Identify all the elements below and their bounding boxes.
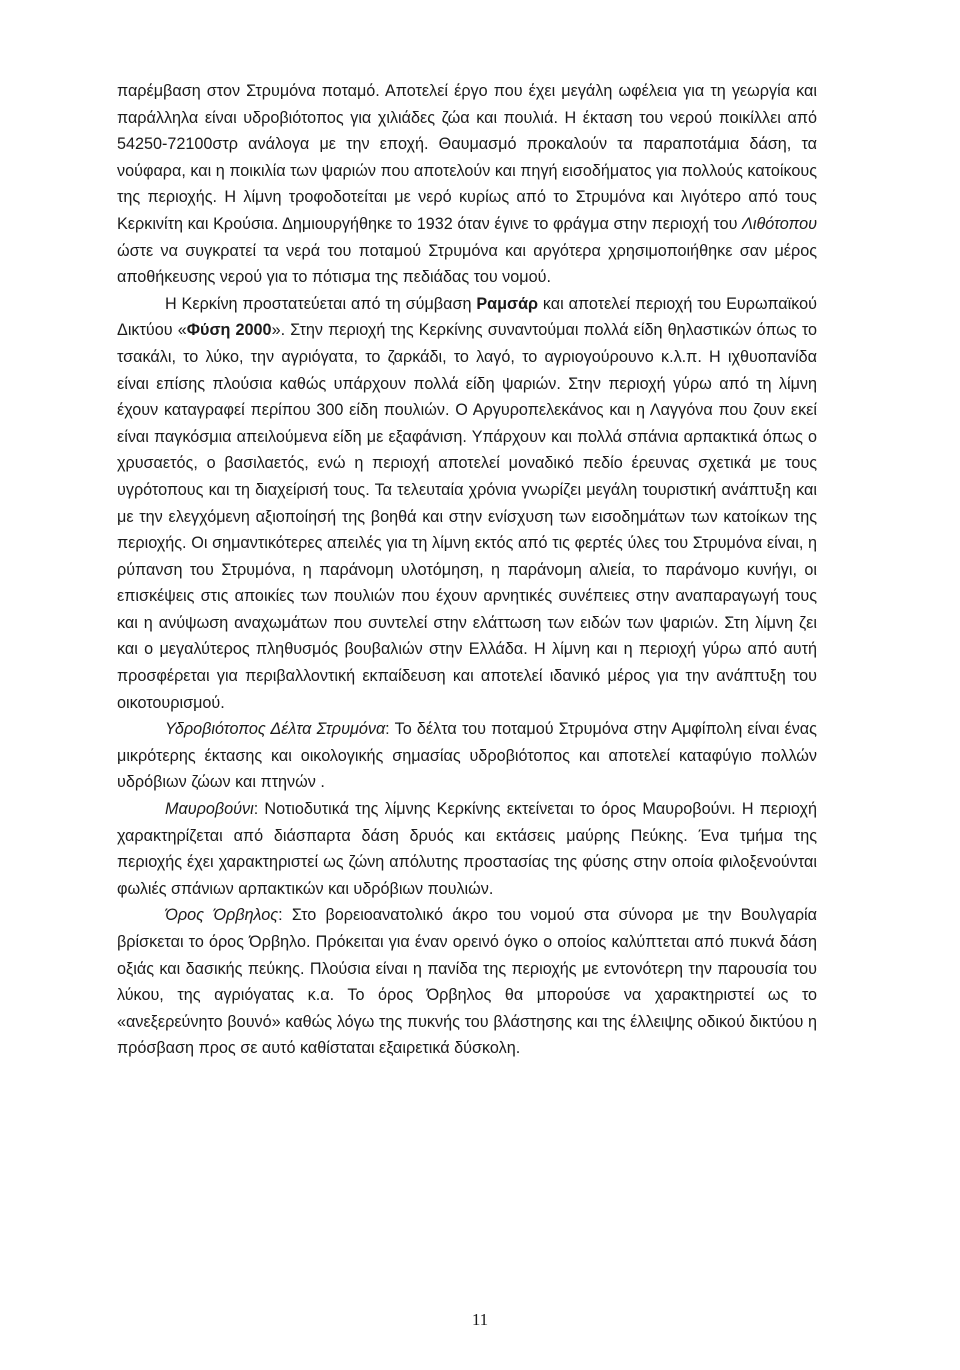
- document-body: [117, 78, 817, 1062]
- paragraph-lead: Μαυροβούνι: [165, 800, 254, 819]
- bold-term-natura: Φύση 2000: [186, 321, 272, 340]
- paragraph-text: ώστε να συγκρατεί τα νερά του ποταμού Στρυμόνα και αργότερα χρησιμοποιήθηκε σαν μέρος αποθήκευσης νερού για το πότισμα της πεδιάδας του νομού.: [117, 241, 817, 287]
- paragraph-mavrovouni: [117, 796, 817, 902]
- paragraph-kerkini-protection: [117, 291, 817, 717]
- paragraph-text: : Νοτιοδυτικά της λίμνης Κερκίνης εκτείνεται το όρος Μαυροβούνι. Η περιοχή χαρακτηρίζεται από διάσπαρτα δάση δρυός και εκτάσεις μαύρης Πεύκης. Ένα τμήμα της περιοχής έχει χαρακτηριστεί ως ζώνη απόλυτης προστασίας της φύσης στην οποία φιλοξενούνται φωλιές σπάνιων αρπακτικών και υδρόβιων πουλιών.: [117, 800, 817, 898]
- paragraph-lead: Όρος Όρβηλος: [165, 906, 279, 925]
- paragraph-strymonas-delta: [117, 716, 817, 796]
- paragraph-orvilos: [117, 902, 817, 1062]
- paragraph-text: και αποτελεί περιοχή του Ευρωπαϊκού Δικτύου «: [117, 294, 817, 340]
- page-number: 11: [471, 1310, 489, 1329]
- italic-term: Λιθότοπου: [742, 214, 817, 233]
- paragraph-text: : Το δέλτα του ποταμού Στρυμόνα στην Αμφίπολη είναι ένας μικρότερης έκτασης και οικολογικής σημασίας υδροβιότοπος και αποτελεί καταφύγιο πολλών υδρόβιων ζώων και πτηνών .: [117, 720, 817, 792]
- paragraph-kerkini-lake: [117, 78, 817, 291]
- bold-term-ramsar: Ραμσάρ: [476, 294, 539, 313]
- paragraph-text: Η Κερκίνη προστατεύεται από τη σύμβαση: [165, 294, 477, 313]
- paragraph-text: παρέμβαση στον Στρυμόνα ποταμό. Αποτελεί έργο που έχει μεγάλη ωφέλεια για τη γεωργία και παράλληλα είναι υδροβιότοπος για χιλιάδες ζώα και πουλιά. Η έκταση του νερού ποικίλλει από 54250-72100στρ ανάλογα με την εποχή. Θαυμασμό προκαλούν τα παραποτάμια δάση, τα νούφαρα, και η ποικιλία των ψαριών που αποτελούν και πηγή εισοδήματος για πολλούς κατοίκους της περιοχής. Η λίμνη τροφοδοτείται με νερό κυρίως από το Στρυμόνα και λιγότερο από τους Κερκινίτη και Κρούσια. Δημιουργήθηκε το 1932 όταν έγινε το φράγμα στην περιοχή του: [117, 82, 817, 233]
- paragraph-text: : Στο βορειοανατολικό άκρο του νομού στα σύνορα με την Βουλγαρία βρίσκεται το όρος Όρβηλο. Πρόκειται για έναν ορεινό όγκο ο οποίος καλύπτεται από πυκνά δάση οξιάς και δασικής πεύκης. Πλούσια είναι η πανίδα της περιοχής με εντονότερη την παρουσία του λύκου, της αγριόγατας κ.α. Το όρος Όρβηλος θα μπορούσε να χαρακτηριστεί ως το «ανεξερεύνητο βουνό» καθώς λόγω της πυκνής του βλάστησης και της έλλειψης οδικού δικτύου η πρόσβαση προς σε αυτό καθίσταται εξαιρετικά δύσκολη.: [117, 906, 818, 1058]
- paragraph-text: ». Στην περιοχή της Κερκίνης συναντούμαι πολλά είδη θηλαστικών όπως το τσακάλι, το λύκο, την αγριόγατα, το ζαρκάδι, το λαγό, το αγριογούρουνο κ.λ.π. Η ιχθυοπανίδα είναι επίσης πλούσια καθώς υπάρχουν πολλά είδη ψαριών. Στην περιοχή γύρω από τη λίμνη έχουν καταγραφεί περίπου 300 είδη πουλιών. Ο Αργυροπελεκάνος και η Λαγγόνα που ζουν εκεί είναι παγκόσμια απειλούμενα είδη με εξαφάνιση. Υπάρχουν και πολλά σπάνια αρπακτικά όπως ο χρυσαετός, ο βασιλαετός, ενώ η περιοχή αποτελεί μοναδικό πεδίο έρευνας σχετικά με τους υγρότοπους και τη διαχείρισή τους. Τα τελευταία χρόνια γνωρίζει μεγάλη τουριστική ανάπτυξη και με την ελεγχόμενη αξιοποίησή της βοηθά και στην ενίσχυση των εισοδημάτων των κατοίκων της περιοχής. Οι σημαντικότερες απειλές για τη λίμνη εκτός από τις φερτές ύλες του Στρυμόνα είναι, η ρύπανση του Στρυμόνα, η παράνομη υλοτόμηση, η παράνομη αλιεία, το παράνομο κυνήγι, οι επισκέψεις στις αποικίες των πουλιών που έχουν αρνητικές συνέπειες στην αναπαραγωγή τους και η ανύψωση αναχωμάτων που συντελεί στην ελάττωση των ειδών των ψαριών. Στη λίμνη ζει και ο μεγαλύτερος πληθυσμός βουβαλιών στην Ελλάδα. Η λίμνη και η περιοχή γύρω από αυτή προσφέρεται για περιβαλλοντική εκπαίδευση και αποτελεί ιδανικό μέρος για την ανάπτυξη του οικοτουρισμού.: [117, 321, 817, 712]
- paragraph-lead: Υδροβιότοπος Δέλτα Στρυμόνα: [165, 720, 386, 739]
